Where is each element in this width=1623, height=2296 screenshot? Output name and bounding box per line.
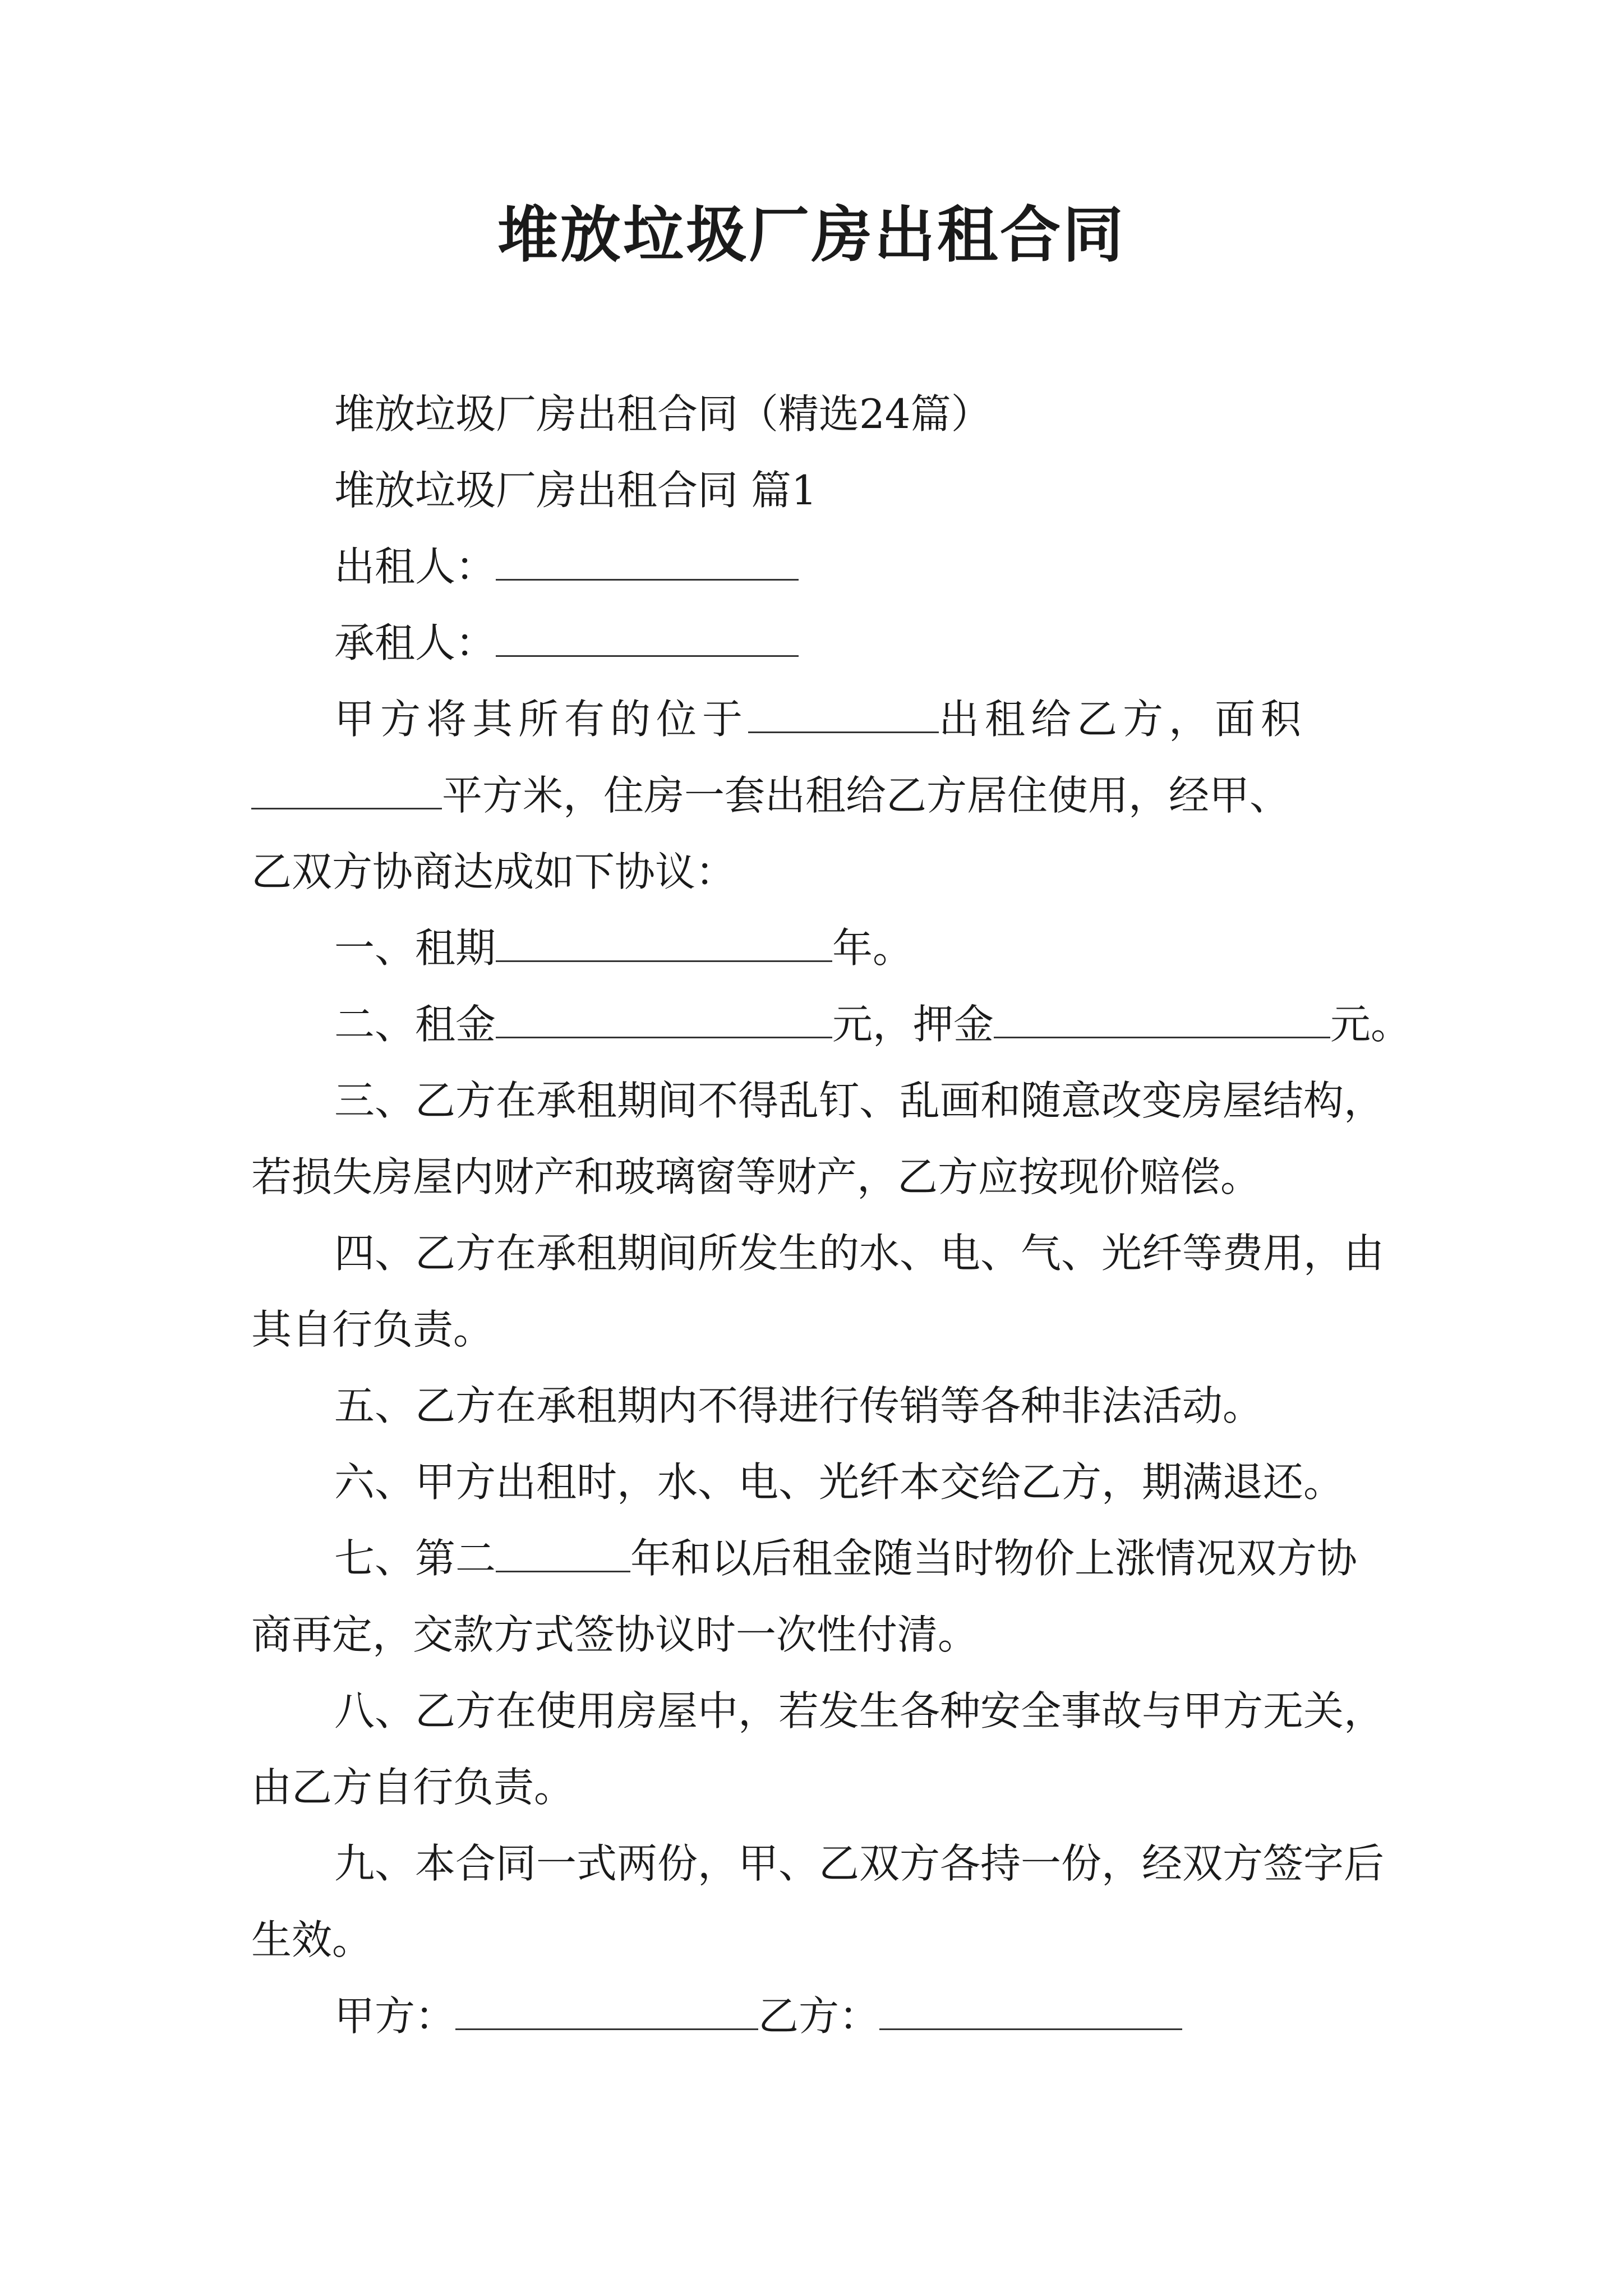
clause-9: 九、本合同一式两份，甲、乙双方各持一份，经双方签字后生效。 xyxy=(251,1840,1385,1963)
clause-1-prefix: 一、租期 xyxy=(334,924,496,972)
rent-blank xyxy=(496,1003,832,1038)
lessee-label: 承租人： xyxy=(334,619,496,666)
intro-part1: 甲方将其所有的位于 xyxy=(334,696,749,743)
party-a-label: 甲方： xyxy=(334,1993,456,2040)
clause-4: 四、乙方在承租期间所发生的水、电、气、光纤等费用，由其自行负责。 xyxy=(251,1230,1385,1353)
signature-line xyxy=(251,1978,1390,2054)
party-a-blank xyxy=(455,1995,758,2030)
clause-2-prefix: 二、租金 xyxy=(334,1001,496,1048)
document-subtitle: 堆放垃圾厂房出租合同（精选24篇） xyxy=(334,390,992,438)
document-body xyxy=(251,376,1412,2054)
lessee-line xyxy=(251,605,1390,681)
clause-7 xyxy=(251,1520,1390,1673)
clause-8: 八、乙方在使用房屋中，若发生各种安全事故与甲方无关，由乙方自行负责。 xyxy=(251,1687,1385,1811)
intro-line-3: 乙双方协商达成如下协议： xyxy=(251,848,736,895)
lessor-label: 出租人： xyxy=(334,543,496,590)
clause-2 xyxy=(251,986,1412,1062)
area-blank xyxy=(251,774,442,809)
location-blank xyxy=(748,698,939,733)
deposit-blank xyxy=(994,1003,1330,1038)
clause-3: 三、乙方在承租期间不得乱钉、乱画和随意改变房屋结构，若损失房屋内财产和玻璃窗等财产，乙方应按现价赔偿。 xyxy=(251,1077,1385,1200)
clause-7-suffix: 年和以后租金随当时物价上涨情况双方协商再定，交款方式签协议时一次性付清。 xyxy=(251,1535,1358,1658)
clause-5: 五、乙方在承租期内不得进行传销等各种非法活动。 xyxy=(334,1382,1264,1429)
lessor-blank xyxy=(496,545,799,581)
clause-6: 六、甲方出租时，水、电、光纤本交给乙方，期满退还。 xyxy=(334,1458,1344,1506)
intro-part2: 出租给乙方，面积 xyxy=(939,696,1307,743)
lessee-blank xyxy=(496,622,799,657)
clause-1-suffix: 年。 xyxy=(832,924,914,972)
section-heading: 堆放垃圾厂房出租合同 篇1 xyxy=(334,467,817,514)
intro-line-1 xyxy=(251,681,1390,757)
intro-part3: 平方米，住房一套出租给乙方居住使用，经甲、 xyxy=(442,772,1290,819)
document-title: 堆放垃圾厂房出租合同 xyxy=(497,200,1126,270)
clause-7-prefix: 七、第二 xyxy=(334,1535,496,1582)
year-blank xyxy=(496,1537,630,1572)
intro-line-2 xyxy=(251,757,1390,834)
party-b-blank xyxy=(879,1995,1182,2030)
clause-2-suffix: 元。 xyxy=(1330,1001,1412,1048)
term-blank xyxy=(496,927,832,962)
clause-1 xyxy=(251,910,1390,986)
party-b-label: 乙方： xyxy=(758,1993,880,2040)
clause-2-middle: 元，押金 xyxy=(832,1001,994,1048)
lessor-line xyxy=(251,528,1390,605)
